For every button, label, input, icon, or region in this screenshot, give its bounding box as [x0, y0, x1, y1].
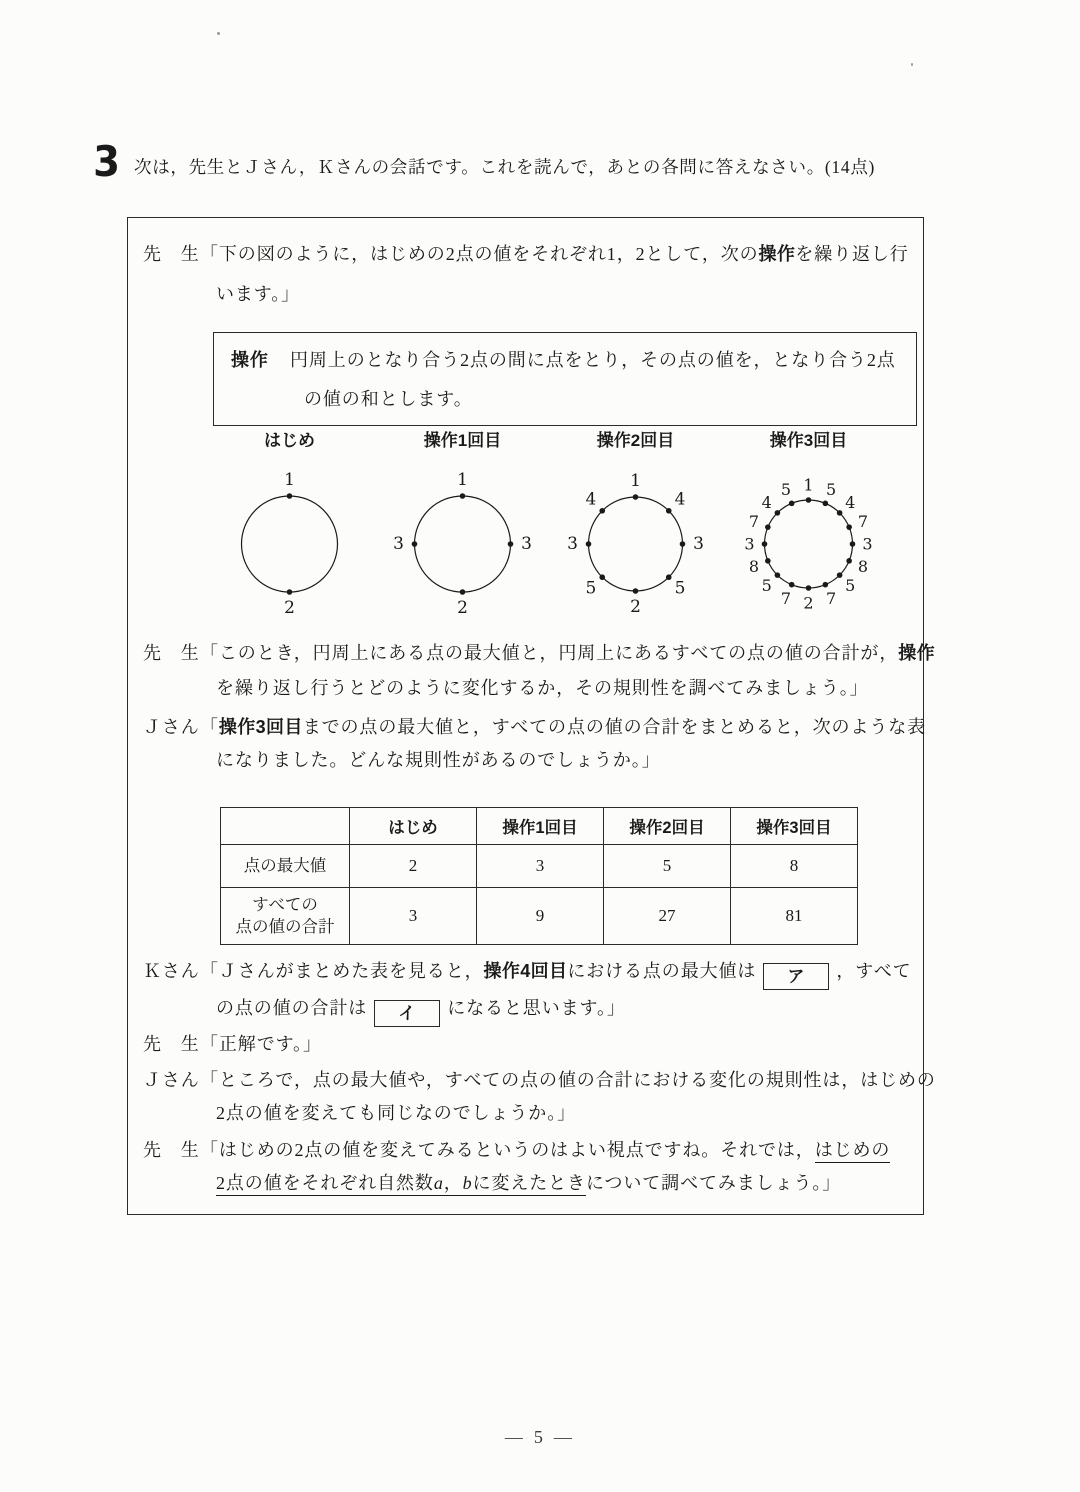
diagram-point-value: 1	[803, 475, 814, 495]
dialogue-text-segment: います。」	[216, 284, 301, 304]
problem-intro-text: 次は，先生とＪさん，Ｋさんの会話です。これを読んで，あとの各問に答えなさい。(14点)	[134, 157, 876, 177]
diagram-point	[460, 589, 466, 595]
speaker-label: 先 生	[143, 244, 200, 264]
table-header-cell: はじめ	[350, 808, 477, 845]
diagram-point-value: 7	[780, 589, 792, 609]
diagram-point	[823, 501, 829, 507]
dialogue-text-segment: 操作	[898, 643, 935, 663]
diagram-point	[508, 541, 514, 547]
speaker-label: Ｊさん	[143, 717, 200, 737]
dialogue-text-segment: b	[463, 1173, 473, 1196]
scan-speck	[911, 63, 913, 66]
operation-text-line1: 円周上のとなり合う2点の間に点をとり，その点の値を，となり合う2点	[290, 350, 896, 370]
speaker-label: Ｊさん	[143, 1070, 200, 1090]
table-header-cell: 操作2回目	[604, 808, 731, 845]
diagram-point	[806, 585, 812, 591]
table-value-cell: 5	[604, 845, 731, 888]
table-value-cell: 81	[731, 888, 858, 945]
dialogue-text-segment: における点の最大値は	[567, 961, 757, 981]
diagram-point	[599, 574, 605, 580]
operation-title: 操作	[231, 350, 269, 370]
dialogue-line	[143, 1137, 890, 1163]
diagram-point-value: 5	[780, 479, 792, 499]
dialogue-text-segment: になりました。どんな規則性があるのでしょうか。」	[216, 750, 661, 770]
dialogue-text-segment: ，	[444, 1173, 463, 1196]
table-header-cell: 操作1回目	[477, 808, 604, 845]
diagram-label: はじめ	[264, 431, 315, 450]
table-value-cell: 3	[477, 845, 604, 888]
dialogue-line	[143, 640, 935, 666]
table-value-cell: 27	[604, 888, 731, 945]
dialogue-line	[143, 1031, 322, 1057]
dialogue-text-segment: 「Ｊさんがまとめた表を見ると，	[200, 961, 484, 981]
summary-table	[220, 807, 858, 945]
dialogue-line	[216, 1170, 841, 1196]
table-value-cell: 3	[350, 888, 477, 945]
diagram-point	[850, 541, 856, 547]
table-row-label: すべての 点の値の合計	[221, 888, 350, 945]
dialogue-line	[216, 675, 869, 701]
diagram-point-value: 4	[674, 489, 686, 510]
diagram-point-value: 4	[585, 489, 597, 510]
table-row-label: 点の最大値	[221, 845, 350, 888]
answer-blank-box-イ: イ	[374, 1000, 440, 1027]
diagram-point-value: 1	[284, 470, 295, 490]
diagram-point	[846, 558, 852, 564]
diagram-point	[837, 510, 843, 516]
diagram-point-value: 7	[825, 589, 837, 609]
dialogue-text-segment: 2点の値をそれぞれ自然数	[216, 1173, 434, 1196]
answer-blank-box-ア: ア	[763, 963, 829, 990]
page-number: — 5 —	[504, 1427, 576, 1447]
table-value-cell: 9	[477, 888, 604, 945]
operation-definition-box	[213, 332, 917, 426]
diagram-point	[789, 501, 795, 507]
dialogue-line	[143, 1067, 936, 1093]
dialogue-line	[216, 281, 300, 307]
dialogue-text-segment: 2点の値を変えても同じなのでしょうか。」	[216, 1103, 576, 1123]
diagram-point-value: 3	[744, 534, 755, 554]
diagram-point-value: 2	[457, 598, 468, 618]
diagram-point	[837, 572, 843, 578]
diagram-point-value: 1	[630, 471, 641, 491]
diagram-point	[460, 493, 466, 499]
diagram-point-value: 7	[857, 511, 869, 531]
dialogue-text-segment: 「下の図のように，はじめの2点の値をそれぞれ1，2として，次の	[200, 244, 759, 264]
dialogue-text-segment: 操作3回目	[218, 717, 303, 737]
table-header-cell: 操作3回目	[731, 808, 858, 845]
speaker-label: 先 生	[143, 1140, 200, 1160]
diagram-point-value: 3	[693, 534, 704, 554]
diagram-point	[775, 572, 781, 578]
diagram-point	[823, 582, 829, 588]
table-row	[221, 845, 858, 888]
dialogue-text-segment: はじめの	[815, 1140, 891, 1163]
diagram-point-value: 3	[393, 534, 404, 554]
table-row	[221, 888, 858, 945]
dialogue-text-segment: を繰り返し行うとどのように変化するか，その規則性を調べてみましょう。」	[216, 678, 869, 698]
diagram-label: 操作3回目	[769, 431, 848, 450]
speaker-label: 先 生	[143, 643, 200, 663]
diagram-point-value: 5	[845, 576, 856, 596]
circle-diagram-1	[376, 428, 549, 624]
diagram-point	[599, 508, 605, 514]
diagram-point	[287, 493, 293, 499]
circle-diagram-0	[203, 428, 376, 624]
problem-number: 3	[93, 137, 121, 186]
scan-speck	[217, 32, 220, 35]
diagram-point	[775, 510, 781, 516]
circle-diagram-2	[549, 428, 722, 624]
dialogue-text-segment: 「ところで，点の最大値や，すべての点の値の合計における変化の規則性は，はじめの	[200, 1070, 936, 1090]
diagram-point	[846, 524, 852, 530]
diagram-point	[765, 558, 771, 564]
diagram-point	[586, 541, 592, 547]
diagram-point-value: 2	[803, 593, 814, 613]
diagram-point	[287, 589, 293, 595]
dialogue-line	[143, 241, 909, 267]
dialogue-text-segment: ，すべて	[836, 961, 912, 981]
diagram-circle	[415, 496, 511, 592]
diagram-point-value: 2	[630, 597, 641, 617]
dialogue-text-segment: 「正解です。」	[200, 1034, 322, 1054]
diagram-point	[680, 541, 686, 547]
diagram-point-value: 3	[862, 534, 873, 554]
diagram-point-value: 5	[761, 576, 772, 596]
dialogue-text-segment: を繰り返し行	[795, 244, 909, 264]
dialogue-text-segment: 操作	[758, 244, 796, 264]
dialogue-text-segment: になると思います。」	[447, 998, 626, 1018]
dialogue-text-segment: 「このとき，円周上にある点の最大値と，円周上にあるすべての点の値の合計が，	[200, 643, 899, 663]
diagram-circle	[242, 496, 338, 592]
dialogue-text-segment: 「	[200, 717, 219, 737]
diagram-point-value: 2	[284, 598, 295, 618]
diagram-point	[666, 574, 672, 580]
dialogue-text-segment: a	[434, 1173, 444, 1196]
dialogue-line	[143, 714, 926, 740]
operation-text-line2: の値の和とします。	[304, 389, 473, 409]
diagram-point	[762, 541, 768, 547]
diagram-point	[666, 508, 672, 514]
diagram-point-value: 4	[845, 492, 856, 512]
diagram-point-value: 1	[457, 470, 468, 490]
speaker-label: Ｋさん	[143, 961, 200, 981]
diagram-point-value: 3	[567, 534, 578, 554]
dialogue-text-segment: までの点の最大値と，すべての点の値の合計をまとめると，次のような表	[302, 717, 927, 737]
diagram-point-value: 5	[674, 578, 686, 599]
circle-diagrams-row	[203, 428, 895, 624]
circle-diagram-3	[722, 428, 895, 624]
diagram-point-value: 8	[748, 557, 760, 577]
diagram-point-value: 5	[585, 578, 597, 599]
speaker-label: 先 生	[143, 1034, 200, 1054]
dialogue-line	[143, 958, 912, 984]
dialogue-line	[216, 995, 626, 1021]
dialogue-line	[216, 1100, 576, 1126]
diagram-point-value: 7	[748, 511, 760, 531]
dialogue-line	[216, 747, 661, 773]
dialogue-text-segment: 操作4回目	[483, 961, 568, 981]
diagram-point	[806, 497, 812, 503]
diagram-point-value: 4	[761, 492, 772, 512]
diagram-point-value: 3	[521, 534, 532, 554]
table-value-cell: 2	[350, 845, 477, 888]
dialogue-text-segment: の点の値の合計は	[216, 998, 368, 1018]
diagram-point-value: 8	[857, 557, 869, 577]
dialogue-text-segment: について調べてみましょう。」	[585, 1173, 842, 1193]
dialogue-text-segment: に変えたとき	[473, 1173, 586, 1196]
diagram-label: 操作1回目	[423, 431, 502, 450]
diagram-point	[789, 582, 795, 588]
diagram-point	[633, 494, 639, 500]
diagram-point	[633, 588, 639, 594]
diagram-point	[765, 524, 771, 530]
dialogue-text-segment: 「はじめの2点の値を変えてみるというのはよい視点ですね。それでは，	[200, 1140, 815, 1160]
diagram-point-value: 5	[825, 479, 837, 499]
conversation-box	[127, 217, 936, 1215]
diagram-label: 操作2回目	[596, 431, 675, 450]
diagram-point	[412, 541, 418, 547]
table-header-cell	[221, 808, 350, 845]
table-value-cell: 8	[731, 845, 858, 888]
